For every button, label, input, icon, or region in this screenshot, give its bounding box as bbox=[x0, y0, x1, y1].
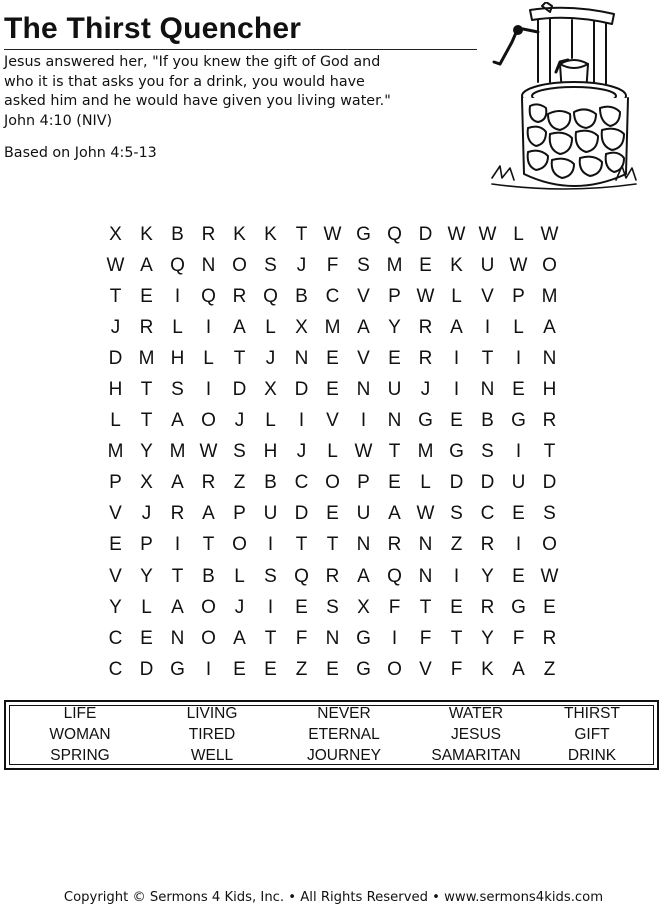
grid-letter: E bbox=[512, 503, 525, 525]
grid-letter: L bbox=[141, 596, 152, 618]
grid-letter: N bbox=[294, 347, 309, 369]
word-list-item: GIFT bbox=[574, 726, 610, 743]
grid-letter: X bbox=[357, 596, 370, 618]
grid-letter: Y bbox=[481, 627, 494, 649]
grid-letter: W bbox=[509, 254, 528, 276]
grid-letter: F bbox=[295, 627, 308, 649]
grid-letter: E bbox=[326, 658, 339, 680]
grid-letter: U bbox=[356, 503, 371, 525]
grid-letter: I bbox=[174, 534, 181, 556]
grid-letter: B bbox=[264, 472, 277, 494]
word-search-grid bbox=[100, 219, 565, 685]
word-list-item: THIRST bbox=[564, 705, 620, 722]
grid-letter: A bbox=[140, 254, 153, 276]
scripture-verse: Jesus answered her, "If you knew the gift of God and who it is that asks you for a drink, you would have asked him and he would have given you living water." John 4:10 (NIV) bbox=[4, 54, 391, 129]
grid-letter: O bbox=[201, 627, 216, 649]
grid-letter: L bbox=[265, 410, 276, 432]
grid-letter: Z bbox=[450, 534, 463, 556]
grid-letter: T bbox=[140, 410, 153, 432]
grid-letter: O bbox=[201, 596, 216, 618]
grid-letter: M bbox=[324, 316, 341, 338]
grid-letter: R bbox=[418, 316, 433, 338]
grid-letter: R bbox=[480, 534, 495, 556]
grid-letter: I bbox=[515, 441, 522, 463]
grid-letter: H bbox=[263, 441, 278, 463]
word-list-item: SAMARITAN bbox=[431, 747, 521, 764]
grid-letter: O bbox=[232, 534, 247, 556]
grid-letter: W bbox=[478, 223, 497, 245]
grid-letter: W bbox=[323, 223, 342, 245]
grid-letter: J bbox=[110, 316, 121, 338]
grid-letter: T bbox=[481, 347, 494, 369]
grid-letter: G bbox=[449, 441, 464, 463]
grid-letter: T bbox=[295, 223, 308, 245]
grid-letter: W bbox=[416, 503, 435, 525]
grid-letter: V bbox=[357, 285, 370, 307]
grid-letter: Z bbox=[233, 472, 246, 494]
grid-letter: L bbox=[513, 223, 524, 245]
grid-letter: E bbox=[512, 379, 525, 401]
grid-letter: Q bbox=[263, 285, 278, 307]
grid-letter: T bbox=[171, 565, 184, 587]
grid-letter: E bbox=[326, 503, 339, 525]
grid-letter: G bbox=[511, 410, 526, 432]
grid-letter: Y bbox=[481, 565, 494, 587]
grid-letter: S bbox=[481, 441, 494, 463]
grid-letter: T bbox=[450, 627, 463, 649]
grid-letter: L bbox=[420, 472, 431, 494]
grid-letter: C bbox=[325, 285, 340, 307]
grid-letter: S bbox=[357, 254, 370, 276]
grid-letter: L bbox=[203, 347, 214, 369]
grid-letter: S bbox=[233, 441, 246, 463]
grid-letter: L bbox=[172, 316, 183, 338]
grid-letter: J bbox=[141, 503, 152, 525]
grid-letter: U bbox=[387, 379, 402, 401]
grid-letter: F bbox=[419, 627, 432, 649]
grid-letter: O bbox=[232, 254, 247, 276]
grid-letter: X bbox=[264, 379, 277, 401]
grid-letter: D bbox=[294, 503, 309, 525]
grid-letter: N bbox=[170, 627, 185, 649]
grid-letter: E bbox=[264, 658, 277, 680]
grid-letter: L bbox=[513, 316, 524, 338]
grid-letter: V bbox=[109, 565, 122, 587]
grid-letter: Z bbox=[295, 658, 308, 680]
grid-letter: O bbox=[387, 658, 402, 680]
grid-letter: I bbox=[453, 347, 460, 369]
grid-letter: D bbox=[139, 658, 154, 680]
grid-letter: H bbox=[108, 379, 123, 401]
grid-letter: Q bbox=[387, 565, 402, 587]
grid-letter: E bbox=[295, 596, 308, 618]
grid-letter: F bbox=[512, 627, 525, 649]
word-list-box bbox=[4, 700, 659, 770]
grid-letter: A bbox=[171, 472, 184, 494]
word-list-item: WOMAN bbox=[49, 726, 111, 743]
grid-letter: S bbox=[264, 254, 277, 276]
grid-letter: E bbox=[450, 596, 463, 618]
grid-letter: X bbox=[109, 223, 122, 245]
grid-letter: K bbox=[233, 223, 246, 245]
grid-letter: P bbox=[512, 285, 525, 307]
grid-letter: M bbox=[417, 441, 434, 463]
grid-letter: R bbox=[201, 472, 216, 494]
grid-letter: A bbox=[450, 316, 463, 338]
grid-letter: Q bbox=[201, 285, 216, 307]
grid-letter: P bbox=[140, 534, 153, 556]
grid-letter: S bbox=[326, 596, 339, 618]
grid-letter: R bbox=[542, 410, 557, 432]
grid-letter: E bbox=[543, 596, 556, 618]
grid-letter: I bbox=[360, 410, 367, 432]
grid-letter: N bbox=[480, 379, 495, 401]
grid-letter: K bbox=[450, 254, 463, 276]
grid-letter: J bbox=[234, 596, 245, 618]
word-list-item: DRINK bbox=[567, 747, 617, 764]
grid-letter: N bbox=[542, 347, 557, 369]
grid-letter: M bbox=[169, 441, 186, 463]
grid-letter: E bbox=[388, 472, 401, 494]
grid-letter: A bbox=[357, 565, 370, 587]
grid-letter: R bbox=[480, 596, 495, 618]
grid-letter: G bbox=[356, 223, 371, 245]
word-list-item: TIRED bbox=[188, 726, 236, 743]
grid-letter: T bbox=[295, 534, 308, 556]
grid-letter: C bbox=[108, 627, 123, 649]
grid-letter: O bbox=[325, 472, 340, 494]
grid-letter: P bbox=[233, 503, 246, 525]
grid-letter: T bbox=[233, 347, 246, 369]
grid-letter: R bbox=[418, 347, 433, 369]
grid-letter: I bbox=[298, 410, 305, 432]
grid-letter: Q bbox=[294, 565, 309, 587]
word-list-item: LIFE bbox=[63, 705, 97, 722]
grid-letter: E bbox=[233, 658, 246, 680]
grid-letter: D bbox=[449, 472, 464, 494]
grid-letter: I bbox=[453, 565, 460, 587]
grid-letter: I bbox=[205, 379, 212, 401]
grid-letter: G bbox=[511, 596, 526, 618]
grid-letter: W bbox=[540, 565, 559, 587]
grid-letter: D bbox=[418, 223, 433, 245]
grid-letter: S bbox=[450, 503, 463, 525]
grid-letter: Q bbox=[387, 223, 402, 245]
grid-letter: H bbox=[542, 379, 557, 401]
grid-letter: C bbox=[480, 503, 495, 525]
grid-letter: I bbox=[515, 347, 522, 369]
grid-letter: Y bbox=[140, 565, 153, 587]
grid-letter: P bbox=[357, 472, 370, 494]
page-title: The Thirst Quencher bbox=[4, 12, 302, 45]
grid-letter: E bbox=[388, 347, 401, 369]
grid-letter: N bbox=[325, 627, 340, 649]
grid-letter: D bbox=[480, 472, 495, 494]
grid-letter: V bbox=[109, 503, 122, 525]
grid-letter: K bbox=[264, 223, 277, 245]
grid-letter: R bbox=[170, 503, 185, 525]
grid-letter: B bbox=[171, 223, 184, 245]
grid-letter: S bbox=[264, 565, 277, 587]
grid-letter: O bbox=[542, 254, 557, 276]
grid-letter: T bbox=[140, 379, 153, 401]
grid-letter: J bbox=[265, 347, 276, 369]
grid-letter: T bbox=[419, 596, 432, 618]
grid-letter: Y bbox=[388, 316, 401, 338]
grid-letter: M bbox=[138, 347, 155, 369]
grid-letter: E bbox=[140, 627, 153, 649]
grid-letter: T bbox=[264, 627, 277, 649]
grid-letter: V bbox=[481, 285, 494, 307]
grid-letter: K bbox=[481, 658, 494, 680]
grid-letter: R bbox=[201, 223, 216, 245]
grid-letter: W bbox=[540, 223, 559, 245]
word-list-item: JESUS bbox=[451, 726, 501, 743]
grid-letter: T bbox=[388, 441, 401, 463]
word-list-item: JOURNEY bbox=[306, 747, 382, 764]
grid-letter: B bbox=[295, 285, 308, 307]
grid-letter: O bbox=[542, 534, 557, 556]
grid-letter: A bbox=[512, 658, 525, 680]
grid-letter: E bbox=[326, 347, 339, 369]
title-divider bbox=[4, 49, 477, 50]
grid-letter: R bbox=[325, 565, 340, 587]
grid-letter: G bbox=[418, 410, 433, 432]
grid-letter: D bbox=[294, 379, 309, 401]
grid-letter: A bbox=[233, 627, 246, 649]
grid-letter: A bbox=[171, 596, 184, 618]
grid-letter: W bbox=[447, 223, 466, 245]
wishing-well-icon bbox=[490, 2, 638, 194]
grid-letter: M bbox=[107, 441, 124, 463]
grid-letter: R bbox=[139, 316, 154, 338]
grid-letter: R bbox=[232, 285, 247, 307]
grid-letter: D bbox=[232, 379, 247, 401]
grid-letter: N bbox=[356, 534, 371, 556]
word-list bbox=[14, 703, 642, 766]
grid-letter: N bbox=[387, 410, 402, 432]
grid-letter: I bbox=[267, 534, 274, 556]
grid-letter: V bbox=[326, 410, 339, 432]
grid-letter: G bbox=[356, 627, 371, 649]
grid-letter: Y bbox=[109, 596, 122, 618]
grid-letter: I bbox=[205, 658, 212, 680]
grid-letter: M bbox=[541, 285, 558, 307]
grid-letter: E bbox=[512, 565, 525, 587]
grid-letter: H bbox=[170, 347, 185, 369]
grid-letter: P bbox=[388, 285, 401, 307]
scripture-reference: Based on John 4:5-13 bbox=[4, 145, 157, 161]
grid-letter: N bbox=[201, 254, 216, 276]
grid-letter: A bbox=[171, 410, 184, 432]
grid-letter: M bbox=[386, 254, 403, 276]
word-list-item: LIVING bbox=[186, 705, 238, 722]
grid-letter: A bbox=[543, 316, 556, 338]
grid-letter: C bbox=[108, 658, 123, 680]
grid-letter: L bbox=[327, 441, 338, 463]
grid-letter: W bbox=[416, 285, 435, 307]
word-list-item: SPRING bbox=[50, 747, 110, 764]
grid-letter: T bbox=[543, 441, 556, 463]
grid-letter: E bbox=[419, 254, 432, 276]
grid-letter: L bbox=[234, 565, 245, 587]
grid-letter: A bbox=[202, 503, 215, 525]
grid-letter: U bbox=[263, 503, 278, 525]
grid-letter: J bbox=[296, 254, 307, 276]
grid-letter: I bbox=[391, 627, 398, 649]
grid-letter: I bbox=[174, 285, 181, 307]
word-list-item: NEVER bbox=[317, 705, 371, 722]
grid-letter: F bbox=[388, 596, 401, 618]
grid-letter: E bbox=[450, 410, 463, 432]
grid-letter: I bbox=[484, 316, 491, 338]
grid-letter: J bbox=[296, 441, 307, 463]
grid-letter: N bbox=[418, 534, 433, 556]
grid-letter: X bbox=[295, 316, 308, 338]
grid-letter: T bbox=[109, 285, 122, 307]
grid-letter: L bbox=[110, 410, 121, 432]
word-list-item: WELL bbox=[190, 747, 234, 764]
grid-letter: P bbox=[109, 472, 122, 494]
grid-letter: V bbox=[357, 347, 370, 369]
word-list-item: ETERNAL bbox=[308, 726, 380, 743]
grid-letter: I bbox=[515, 534, 522, 556]
grid-letter: B bbox=[202, 565, 215, 587]
grid-letter: A bbox=[388, 503, 401, 525]
grid-letter: V bbox=[419, 658, 432, 680]
grid-letter: E bbox=[109, 534, 122, 556]
grid-letter: J bbox=[420, 379, 431, 401]
grid-letter: Y bbox=[140, 441, 153, 463]
grid-letter: A bbox=[233, 316, 246, 338]
grid-letter: U bbox=[511, 472, 526, 494]
grid-letter: I bbox=[267, 596, 274, 618]
grid-letter: O bbox=[201, 410, 216, 432]
grid-letter: L bbox=[265, 316, 276, 338]
grid-letter: W bbox=[354, 441, 373, 463]
grid-letter: Z bbox=[543, 658, 556, 680]
grid-letter: J bbox=[234, 410, 245, 432]
grid-letter: G bbox=[170, 658, 185, 680]
grid-letter: F bbox=[450, 658, 463, 680]
copyright-footer: Copyright © Sermons 4 Kids, Inc. • All Rights Reserved • www.sermons4kids.com bbox=[63, 890, 604, 905]
grid-letter: A bbox=[357, 316, 370, 338]
grid-letter: X bbox=[140, 472, 153, 494]
grid-letter: S bbox=[171, 379, 184, 401]
grid-letter: E bbox=[326, 379, 339, 401]
grid-letter: W bbox=[199, 441, 218, 463]
grid-letter: I bbox=[205, 316, 212, 338]
grid-letter: D bbox=[542, 472, 557, 494]
grid-letter: Q bbox=[170, 254, 185, 276]
grid-letter: N bbox=[356, 379, 371, 401]
grid-letter: F bbox=[326, 254, 339, 276]
grid-letter: L bbox=[451, 285, 462, 307]
grid-letter: N bbox=[418, 565, 433, 587]
grid-letter: T bbox=[202, 534, 215, 556]
grid-letter: U bbox=[480, 254, 495, 276]
grid-letter: R bbox=[387, 534, 402, 556]
grid-letter: K bbox=[140, 223, 153, 245]
grid-letter: S bbox=[543, 503, 556, 525]
grid-letter: I bbox=[453, 379, 460, 401]
word-list-item: WATER bbox=[448, 705, 504, 722]
grid-letter: G bbox=[356, 658, 371, 680]
grid-letter: T bbox=[326, 534, 339, 556]
grid-letter: E bbox=[140, 285, 153, 307]
grid-letter: R bbox=[542, 627, 557, 649]
grid-letter: B bbox=[481, 410, 494, 432]
grid-letter: C bbox=[294, 472, 309, 494]
grid-letter: W bbox=[106, 254, 125, 276]
grid-letter: D bbox=[108, 347, 123, 369]
